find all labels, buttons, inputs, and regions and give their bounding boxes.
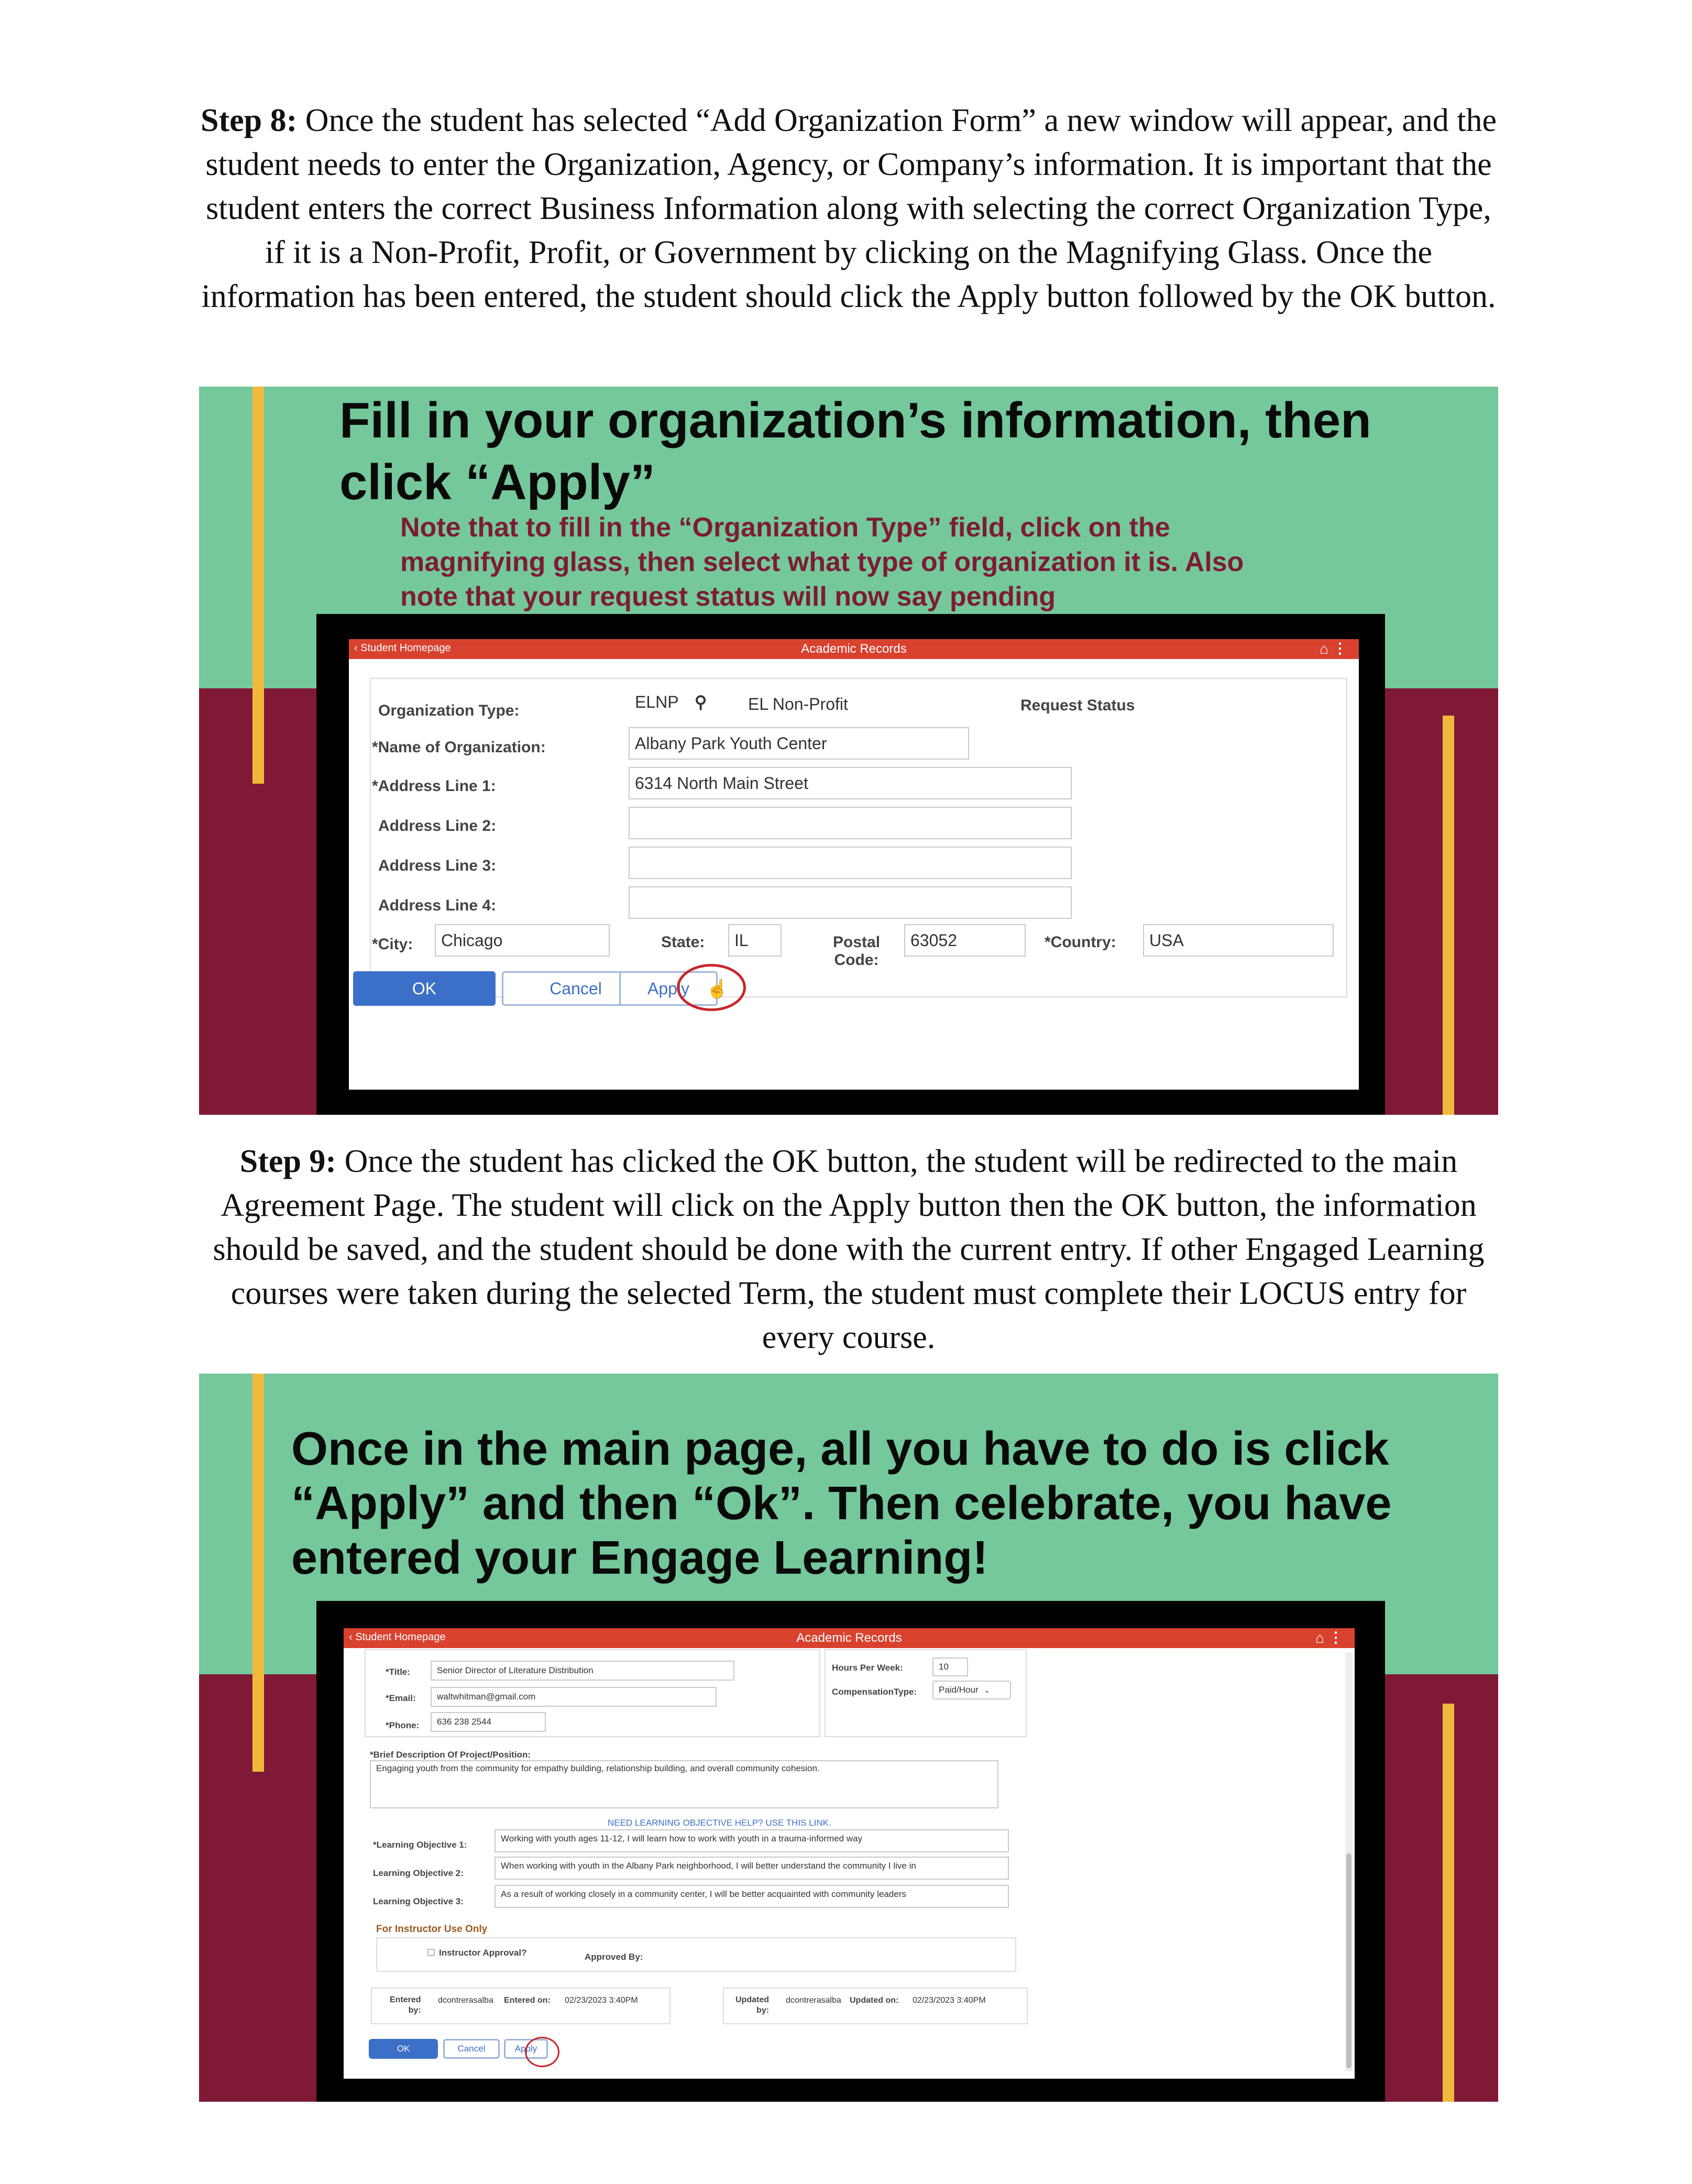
postal-code-label-line: Postal — [833, 934, 881, 951]
cancel-button[interactable]: Cancel — [443, 2039, 500, 2059]
email-input[interactable]: waltwhitman@gmail.com — [431, 1687, 717, 1707]
brief-description-textarea[interactable]: Engaging youth from the community for empathy building, relationship building, and overall community cohesion. — [370, 1760, 998, 1808]
learning-objective-1-input[interactable]: Working with youth ages 11-12, I will learn how to work with youth in a trauma-informed way — [495, 1829, 1009, 1852]
instructor-section-heading: For Instructor Use Only — [376, 1924, 488, 1935]
step9-text: Once the student has clicked the OK button, the student will be redirected to the main Agreement Page. The student will click on the Apply button then the OK button, the information should be saved, and the student should be done with the current entry. If other Engaged Learning courses were taken during the selected Term, the student must complete their LOCUS entry for every course. — [213, 1144, 1485, 1355]
instructor-approval-checkbox[interactable] — [427, 1949, 435, 1956]
hand-cursor-icon: ☝ — [706, 979, 729, 999]
more-options-icon[interactable]: ⋮ — [1333, 640, 1347, 656]
address-line-2-input[interactable] — [629, 807, 1072, 839]
address-line-4-label: Address Line 4: — [378, 897, 497, 914]
org-type-value: ELNP — [635, 693, 679, 711]
screenshot-frame — [316, 614, 1385, 1115]
scrollbar-track[interactable] — [1345, 1652, 1353, 2071]
approved-by-label: Approved By: — [585, 1952, 643, 1962]
hours-per-week-label: Hours Per Week: — [832, 1663, 903, 1673]
yellow-accent-bar — [252, 1374, 264, 1772]
ok-button[interactable]: OK — [369, 2039, 438, 2059]
entered-by-label — [390, 1995, 421, 2016]
screenshot-frame — [316, 1601, 1385, 2102]
yellow-accent-bar — [1443, 1704, 1454, 2102]
address-line-1-label: *Address Line 1: — [372, 777, 496, 795]
slide-title-line: “Apply” and then “Ok”. Then celebrate, you have — [291, 1477, 1392, 1530]
updated-on-label: Updated on: — [850, 1996, 899, 2005]
cancel-button[interactable]: Cancel — [502, 971, 650, 1006]
app-title: Academic Records — [796, 1631, 902, 1645]
entered-by-value: dcontrerasalba — [438, 1996, 493, 2005]
entered-on-value: 02/23/2023 3:40PM — [565, 1996, 638, 2005]
home-icon[interactable]: ⌂ — [1320, 641, 1328, 657]
updated-by-label-line: Updated — [735, 1995, 769, 2004]
learning-objective-3-label: Learning Objective 3: — [373, 1896, 464, 1906]
address-line-1-input[interactable]: 6314 North Main Street — [629, 767, 1072, 799]
updated-by-value: dcontrerasalba — [786, 1996, 841, 2005]
back-link-label: Student Homepage — [355, 1631, 446, 1643]
step8-paragraph — [199, 98, 1498, 319]
phone-input[interactable]: 636 238 2544 — [431, 1712, 546, 1732]
yellow-accent-bar — [252, 387, 264, 784]
compensation-type-select[interactable] — [932, 1681, 1011, 1699]
slide-title-line: entered your Engage Learning! — [291, 1532, 988, 1584]
compensation-type-label: CompensationType: — [832, 1687, 917, 1697]
country-input[interactable]: USA — [1143, 924, 1334, 957]
org-name-label: *Name of Organization: — [372, 739, 546, 756]
magnifying-glass-icon[interactable]: ⚲ — [694, 693, 707, 711]
slide-title-line: click “Apply” — [339, 454, 655, 510]
state-input[interactable]: IL — [728, 924, 782, 957]
slide-note-line: note that your request status will now say pending — [400, 581, 1056, 612]
email-label: *Email: — [386, 1693, 416, 1703]
chevron-left-icon: ‹ — [349, 1631, 353, 1643]
address-line-4-input[interactable] — [629, 886, 1072, 919]
step9-paragraph — [199, 1139, 1498, 1359]
postal-code-input[interactable]: 63052 — [904, 924, 1026, 957]
chevron-down-icon: ⌄ — [984, 1686, 991, 1694]
entered-by-label-line: by: — [408, 2006, 421, 2015]
city-input[interactable]: Chicago — [435, 924, 610, 957]
title-label: *Title: — [386, 1667, 410, 1677]
updated-by-label — [735, 1995, 769, 2016]
entered-on-label: Entered on: — [504, 1996, 551, 2005]
chevron-left-icon: ‹ — [354, 642, 358, 654]
org-type-field[interactable] — [629, 686, 733, 718]
address-line-2-label: Address Line 2: — [378, 817, 497, 835]
phone-label: *Phone: — [386, 1720, 420, 1730]
learning-objective-1-label: *Learning Objective 1: — [373, 1840, 467, 1850]
highlight-circle — [525, 2037, 559, 2067]
city-label: *City: — [372, 936, 413, 953]
entered-by-label-line: Entered — [390, 1995, 421, 2004]
learning-objective-2-input[interactable]: When working with youth in the Albany Park neighborhood, I will better understand the community I live in — [495, 1857, 1009, 1880]
updated-on-value: 02/23/2023 3:40PM — [913, 1996, 986, 2005]
scrollbar-thumb[interactable] — [1346, 1853, 1352, 2068]
learning-objective-2-label: Learning Objective 2: — [373, 1868, 464, 1878]
slide-organization-form — [199, 387, 1498, 1115]
learning-objective-help-link[interactable]: NEED LEARNING OBJECTIVE HELP? USE THIS LINK. — [608, 1818, 831, 1828]
slide-title — [291, 1422, 1391, 1585]
hours-per-week-input[interactable]: 10 — [932, 1658, 968, 1676]
postal-code-label — [833, 934, 880, 969]
app-header-bar — [349, 639, 1359, 659]
org-type-description: EL Non-Profit — [748, 695, 848, 714]
slide-title — [339, 390, 1371, 513]
back-link-label: Student Homepage — [360, 642, 451, 654]
app-header-bar — [344, 1628, 1355, 1648]
country-label: *Country: — [1045, 934, 1116, 951]
request-status-label: Request Status — [1020, 697, 1135, 714]
org-type-label: Organization Type: — [378, 702, 520, 719]
learning-objective-3-input[interactable]: As a result of working closely in a community center, I will be better acquainted with community leaders — [495, 1885, 1009, 1908]
step8-text: Once the student has selected “Add Organization Form” a new window will appear, and the student needs to enter the Organization, Agency, or Company’s information. It is important that the student enters the correct Business Information along with selecting the correct Organization Type, if it is a Non-Profit, Profit, or Government by clicking on the Magnifying Glass. Once the information has been entered, the student should click the Apply button followed by the OK button. — [201, 103, 1497, 314]
ok-button[interactable]: OK — [353, 971, 496, 1006]
screenshot-screen — [349, 639, 1359, 1090]
screenshot-screen — [344, 1628, 1355, 2079]
postal-code-label-line: Code: — [834, 951, 879, 969]
slide-note-line: Note that to fill in the “Organization Type” field, click on the — [400, 512, 1170, 543]
step8-label: Step 8: — [201, 103, 298, 138]
slide-note — [400, 510, 1244, 614]
org-name-input[interactable]: Albany Park Youth Center — [629, 727, 969, 760]
apply-button[interactable]: Apply — [504, 2039, 548, 2059]
step9-label: Step 9: — [239, 1144, 337, 1179]
more-options-icon[interactable]: ⋮ — [1328, 1629, 1343, 1645]
home-icon[interactable]: ⌂ — [1315, 1630, 1324, 1646]
slide-title-line: Fill in your organization’s information, then — [339, 392, 1371, 448]
address-line-3-input[interactable] — [629, 847, 1072, 879]
compensation-type-value: Paid/Hour — [939, 1685, 979, 1695]
instructor-approval-label: Instructor Approval? — [439, 1948, 527, 1958]
slide-title-line: Once in the main page, all you have to do is click — [291, 1423, 1389, 1475]
address-line-3-label: Address Line 3: — [378, 857, 497, 874]
state-label: State: — [661, 934, 705, 951]
title-input[interactable]: Senior Director of Literature Distribution — [431, 1661, 734, 1681]
updated-by-label-line: by: — [756, 2006, 769, 2015]
app-title: Academic Records — [801, 642, 907, 656]
yellow-accent-bar — [1443, 716, 1454, 1115]
brief-description-label: *Brief Description Of Project/Position: — [370, 1750, 531, 1760]
slide-note-line: magnifying glass, then select what type of organization it is. Also — [400, 547, 1244, 577]
slide-main-page — [199, 1374, 1498, 2102]
apply-button[interactable]: Apply — [619, 971, 718, 1006]
